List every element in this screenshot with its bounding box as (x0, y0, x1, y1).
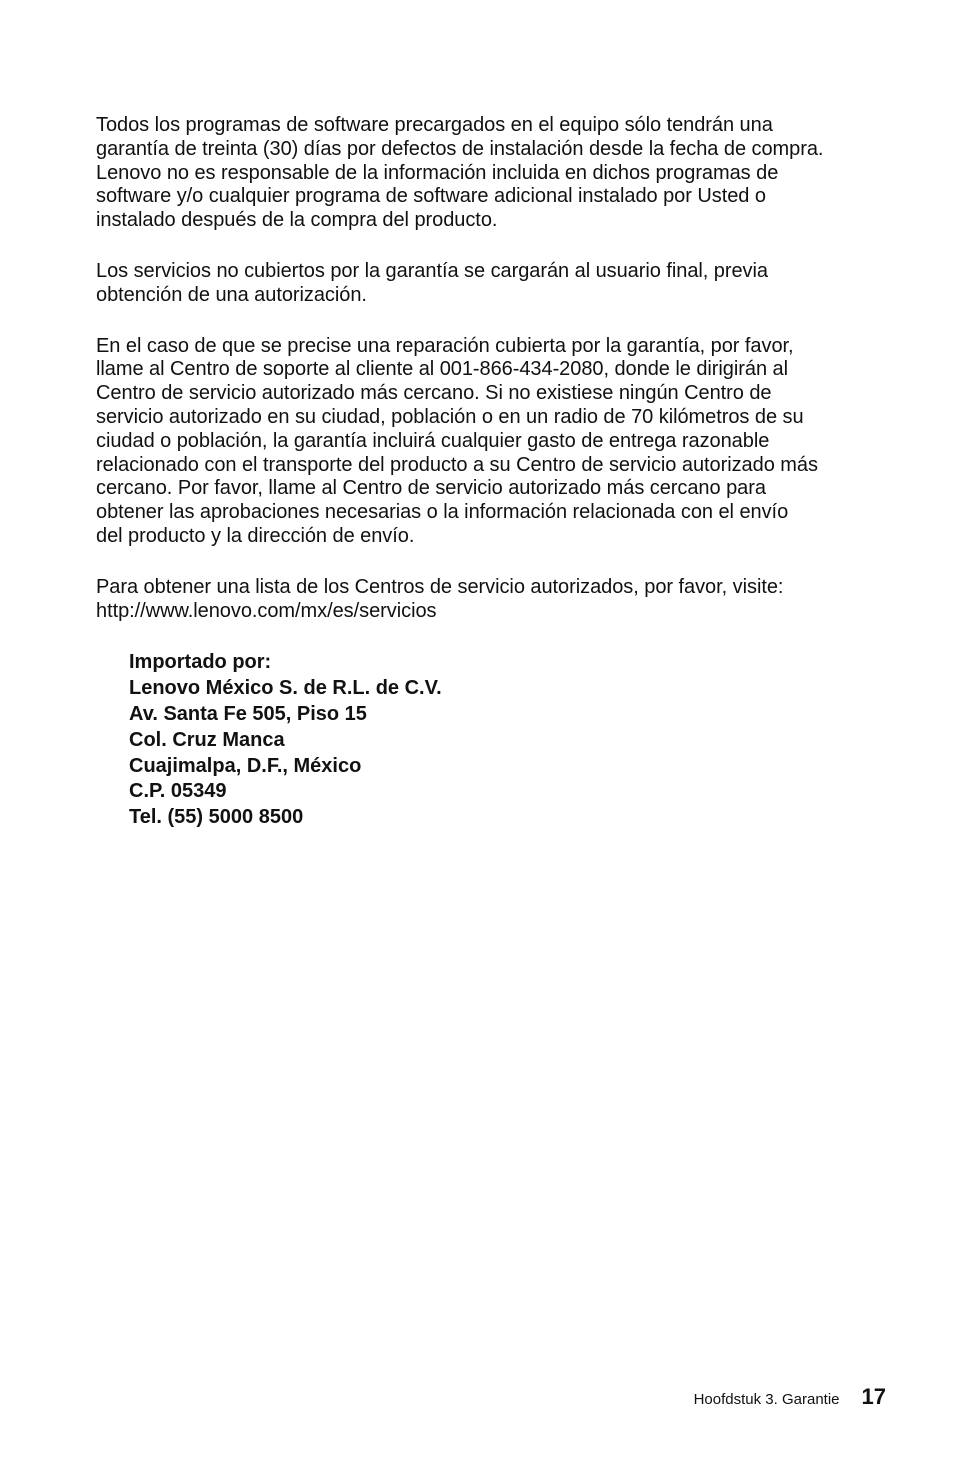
text-line: Todos los programas de software precargados en el equipo sólo tendrán una (96, 114, 773, 136)
address-heading: Importado por: (129, 651, 272, 674)
service-centers-url: http://www.lenovo.com/mx/es/servicios (96, 599, 437, 622)
text-line: llame al Centro de soporte al cliente al 001-866-434-2080, donde le dirigirán al (96, 358, 788, 381)
address-city: Cuajimalpa, D.F., México (129, 754, 362, 777)
document-body (96, 114, 896, 831)
text-line: cercano. Por favor, llame al Centro de servicio autorizado más cercano para (96, 477, 766, 500)
text-line: obtención de una autorización. (96, 283, 367, 306)
paragraph-service-centers (96, 576, 896, 624)
paragraph-repair-instructions (96, 335, 896, 549)
page-footer (694, 1382, 886, 1415)
text-line: servicio autorizado en su ciudad, población o en un radio de 70 kilómetros de su (96, 405, 804, 428)
address-street: Av. Santa Fe 505, Piso 15 (129, 702, 367, 725)
importer-address (129, 650, 896, 831)
footer-chapter-title: Hoofdstuk 3. Garantie (693, 1391, 840, 1408)
text-line: Lenovo no es responsable de la información incluida en dichos programas de (96, 161, 779, 184)
paragraph-software-warranty (96, 114, 896, 233)
paragraph-uncovered-services (96, 260, 896, 308)
text-line: Los servicios no cubiertos por la garantía se cargarán al usuario final, previa (96, 259, 768, 282)
text-line: En el caso de que se precise una reparación cubierta por la garantía, por favor, (96, 334, 794, 357)
address-phone: Tel. (55) 5000 8500 (129, 806, 304, 829)
text-line: obtener las aprobaciones necesarias o la información relacionada con el envío (96, 501, 789, 524)
text-line: Para obtener una lista de los Centros de servicio autorizados, por favor, visite: (96, 575, 784, 598)
text-line: relacionado con el transporte del producto a su Centro de servicio autorizado más (96, 453, 818, 476)
text-line: garantía de treinta (30) días por defectos de instalación desde la fecha de compra. (96, 137, 824, 160)
page-number: 17 (861, 1384, 886, 1409)
text-line: ciudad o población, la garantía incluirá cualquier gasto de entrega razonable (96, 429, 770, 452)
text-line: software y/o cualquier programa de software adicional instalado por Usted o (96, 185, 766, 208)
text-line: Centro de servicio autorizado más cercano. Si no existiese ningún Centro de (96, 382, 772, 405)
address-company: Lenovo México S. de R.L. de C.V. (129, 677, 442, 700)
text-line: del producto y la dirección de envío. (96, 524, 415, 547)
text-line: instalado después de la compra del producto. (96, 209, 498, 232)
address-colony: Col. Cruz Manca (129, 728, 285, 751)
address-postal-code: C.P. 05349 (129, 780, 227, 803)
